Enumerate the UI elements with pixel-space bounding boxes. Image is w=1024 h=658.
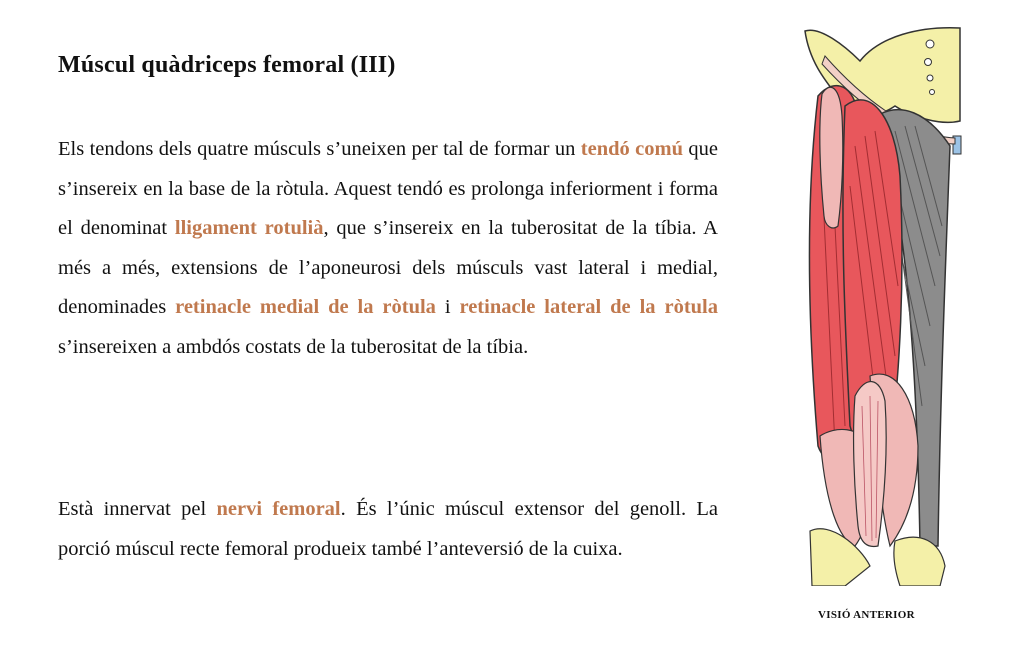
paragraph-tendons (58, 130, 718, 367)
figure-caption: VISIÓ ANTERIOR (818, 609, 915, 621)
upper-tendon (820, 87, 843, 228)
term-patellar-ligament: lligament rotulià (174, 217, 324, 239)
paragraph-text: . És l’únic múscul extensor del genoll. La porció múscul recte femoral produeix també l’anteversió de la cuixa. (58, 498, 719, 560)
paragraph-text: Els tendons dels quatre músculs s’uneixen per tal de formar un (58, 138, 581, 160)
thigh-anatomy-illustration (800, 26, 965, 586)
paragraph-text: que s’insereix en la base de la ròtula. Aquest tendó es prolonga inferiorment i forma el denominat (58, 138, 718, 239)
paragraph-text: Està innervat pel (58, 498, 217, 520)
paragraph-innervation (58, 490, 718, 569)
paragraph-text: s’insereixen a ambdós costats de la tuberositat de la tíbia. (58, 335, 529, 358)
term-femoral-nerve: nervi femoral (216, 498, 341, 520)
term-lateral-retinaculum: retinacle lateral de la ròtula (459, 296, 718, 318)
term-common-tendon: tendó comú (580, 138, 683, 160)
page-title: Múscul quàdriceps femoral (III) (58, 52, 396, 78)
term-medial-retinaculum: retinacle medial de la ròtula (175, 296, 436, 318)
paragraph-text: i (435, 296, 460, 318)
paragraph-text: , que s’insereix en la tuberositat de la tíbia. A més a més, extensions de l’aponeurosi dels músculs vast lateral i medial, denominades (58, 217, 718, 318)
